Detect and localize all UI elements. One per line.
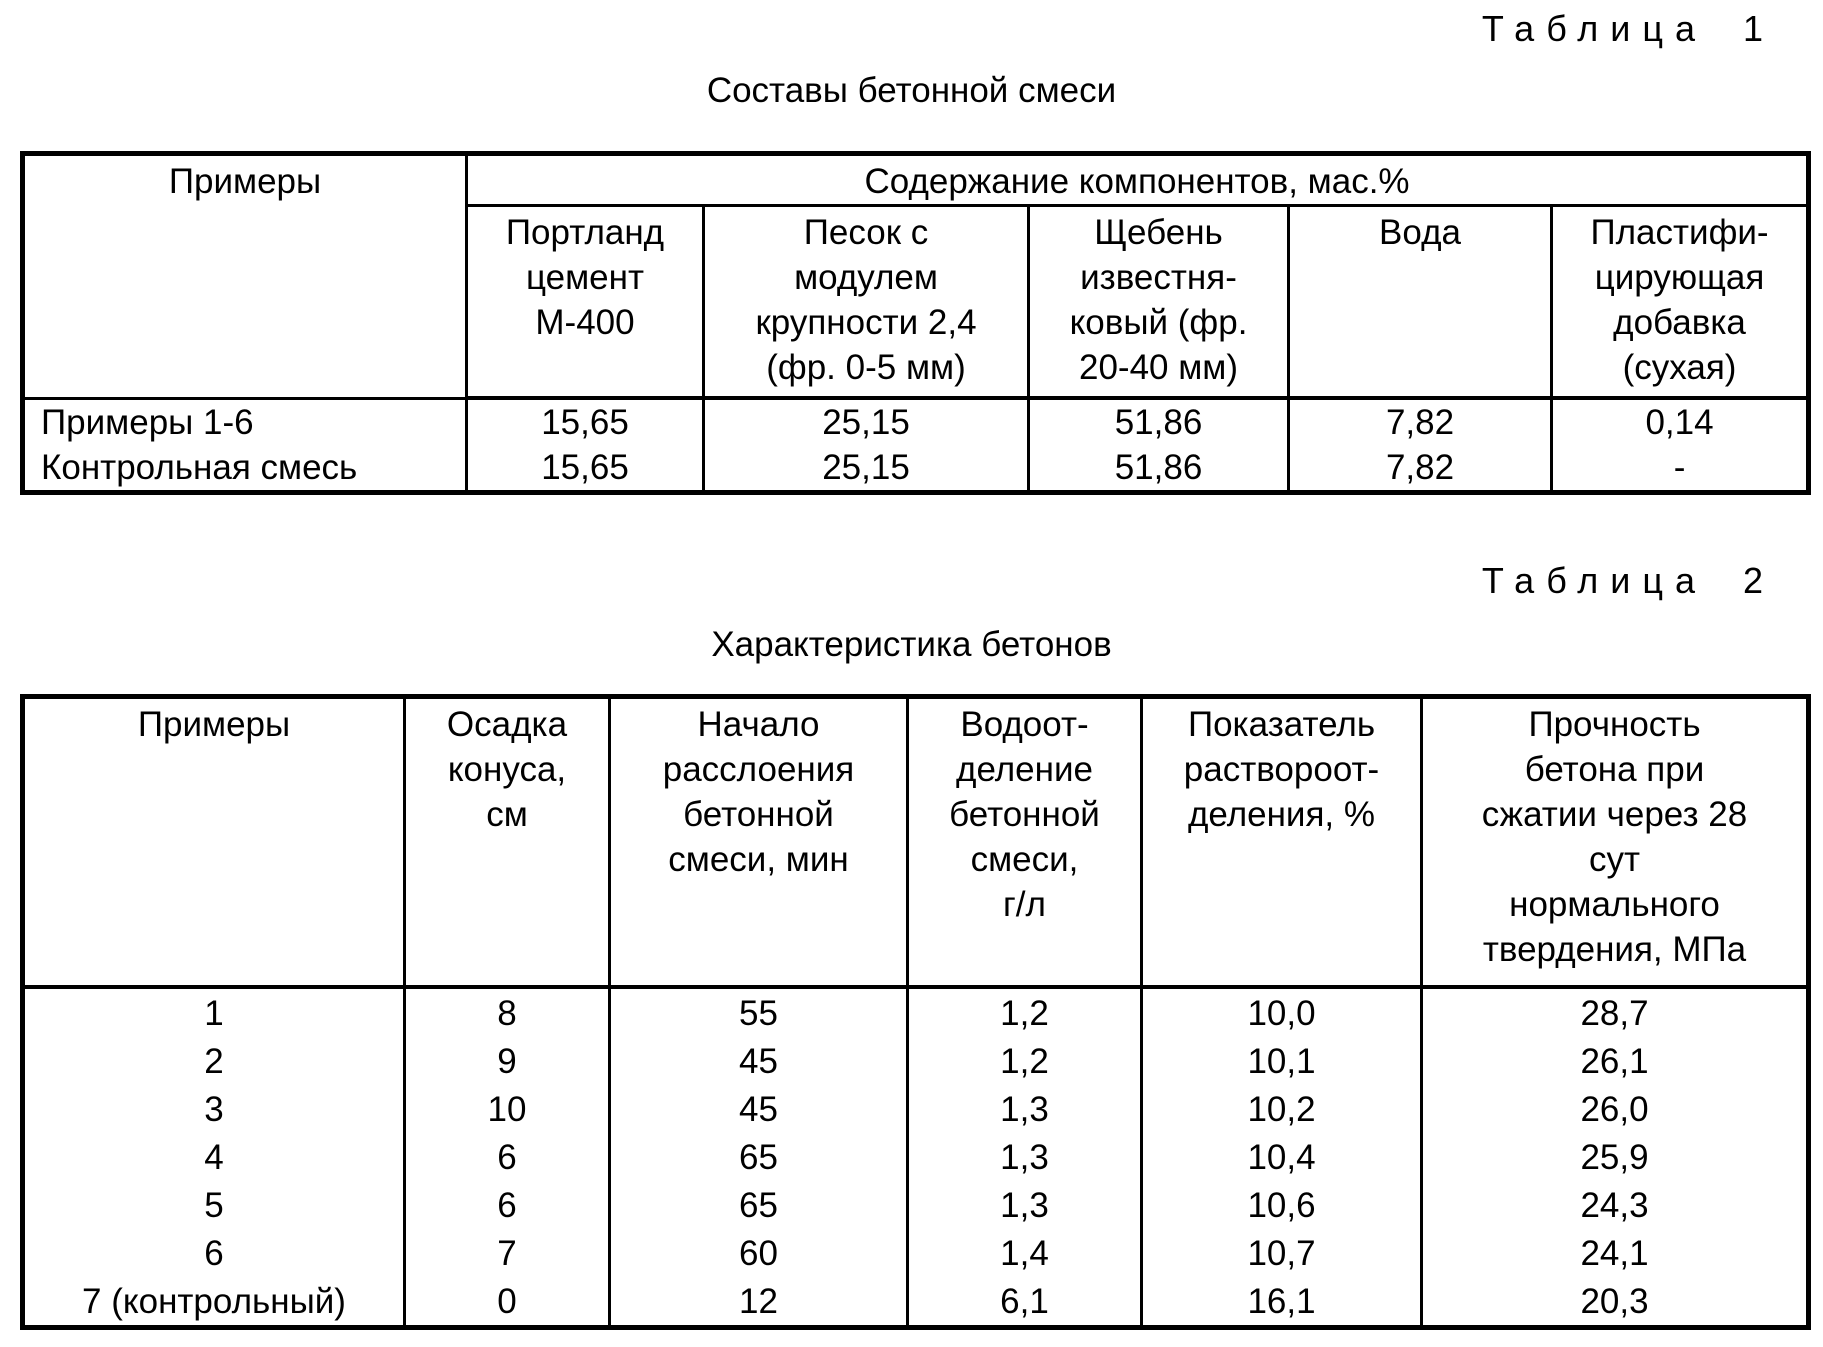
table2-cell: 10 [405, 1085, 610, 1133]
table2-cell: 7 [405, 1229, 610, 1277]
table2-cell: 9 [405, 1037, 610, 1085]
table2-row [23, 1133, 1809, 1181]
table2-cell: 24,1 [1422, 1229, 1809, 1277]
table2-cell: 24,3 [1422, 1181, 1809, 1229]
table1-header-plasticizer: Пластифи- цирующая добавка (сухая) [1552, 206, 1809, 399]
table1-row [23, 445, 1809, 493]
table2-cell: 10,1 [1142, 1037, 1422, 1085]
table1-header-water: Вода [1289, 206, 1552, 399]
table1-header-row-1 [23, 154, 1809, 206]
table2-title: Характеристика бетонов [711, 625, 1112, 664]
table2-cell: 45 [610, 1085, 908, 1133]
table1-cell: 7,82 [1289, 445, 1552, 493]
table2-cell: 6,1 [908, 1277, 1142, 1328]
table1-cell: - [1552, 445, 1809, 493]
table1-cell: 15,65 [467, 398, 704, 445]
table1-header-sand: Песок с модулем крупности 2,4 (фр. 0-5 мм) [704, 206, 1029, 399]
table1-cell: 25,15 [704, 445, 1029, 493]
table2-cell: 10,6 [1142, 1181, 1422, 1229]
table1-header-cement: Портланд цемент М-400 [467, 206, 704, 399]
table1-cell: 51,86 [1029, 445, 1289, 493]
table2-cell: 65 [610, 1133, 908, 1181]
table2-cell: 7 (контрольный) [23, 1277, 405, 1328]
table1-cell: 15,65 [467, 445, 704, 493]
table2-header-mortar-separation: Показатель раствороот- деления, % [1142, 697, 1422, 988]
table2-row [23, 1229, 1809, 1277]
table1-row [23, 398, 1809, 445]
table2-row [23, 1037, 1809, 1085]
table2-cell: 10,4 [1142, 1133, 1422, 1181]
table2-cell: 16,1 [1142, 1277, 1422, 1328]
table2-cell: 1,4 [908, 1229, 1142, 1277]
table2-cell: 6 [405, 1133, 610, 1181]
table2-cell: 10,7 [1142, 1229, 1422, 1277]
table2-cell: 0 [405, 1277, 610, 1328]
table2-row [23, 1277, 1809, 1328]
table2-cell: 10,2 [1142, 1085, 1422, 1133]
table2-cell: 20,3 [1422, 1277, 1809, 1328]
table2-cell: 1,2 [908, 1037, 1142, 1085]
table2-cell: 1,2 [908, 987, 1142, 1037]
table2-cell: 1,3 [908, 1181, 1142, 1229]
table2-cell: 4 [23, 1133, 405, 1181]
table2-cell: 5 [23, 1181, 405, 1229]
table2-cell: 45 [610, 1037, 908, 1085]
table1-label: Таблица 1 [1481, 8, 1775, 49]
table2-concrete-characteristics [20, 694, 1811, 1330]
table2-cell: 6 [405, 1181, 610, 1229]
table1-cell: 51,86 [1029, 398, 1289, 445]
table2-cell: 6 [23, 1229, 405, 1277]
table1-cell: 0,14 [1552, 398, 1809, 445]
table1-cell: 7,82 [1289, 398, 1552, 445]
table1-header-gravel: Щебень известня- ковый (фр. 20-40 мм) [1029, 206, 1289, 399]
table2-cell: 28,7 [1422, 987, 1809, 1037]
table1-header-examples: Примеры [23, 154, 467, 399]
table2-header-segregation-start: Начало расслоения бетонной смеси, мин [610, 697, 908, 988]
table2-cell: 8 [405, 987, 610, 1037]
table2-cell: 12 [610, 1277, 908, 1328]
table2-cell: 26,1 [1422, 1037, 1809, 1085]
table2-cell: 55 [610, 987, 908, 1037]
table2-header-row [23, 697, 1809, 988]
table1-row-name: Контрольная смесь [23, 445, 467, 493]
table2-cell: 1,3 [908, 1085, 1142, 1133]
table2-label: Таблица 2 [1481, 560, 1775, 601]
table1-row-name: Примеры 1-6 [23, 398, 467, 445]
table2-cell: 60 [610, 1229, 908, 1277]
table1-concrete-mix-compositions [20, 151, 1811, 495]
table2-cell: 65 [610, 1181, 908, 1229]
table2-header-strength: Прочность бетона при сжатии через 28 сут нормального твердения, МПа [1422, 697, 1809, 988]
table2-row [23, 1181, 1809, 1229]
table2-header-examples: Примеры [23, 697, 405, 988]
table2-cell: 3 [23, 1085, 405, 1133]
table2-cell: 1 [23, 987, 405, 1037]
table2-cell: 26,0 [1422, 1085, 1809, 1133]
table1-cell: 25,15 [704, 398, 1029, 445]
table2-row [23, 987, 1809, 1037]
table2-header-slump: Осадка конуса, см [405, 697, 610, 988]
table2-row [23, 1085, 1809, 1133]
table2-cell: 1,3 [908, 1133, 1142, 1181]
table2-cell: 2 [23, 1037, 405, 1085]
table2-cell: 25,9 [1422, 1133, 1809, 1181]
table1-title: Составы бетонной смеси [706, 71, 1117, 110]
table2-header-water-separation: Водоот- деление бетонной смеси, г/л [908, 697, 1142, 988]
table1-header-group: Содержание компонентов, мас.% [467, 154, 1809, 206]
table2-cell: 10,0 [1142, 987, 1422, 1037]
